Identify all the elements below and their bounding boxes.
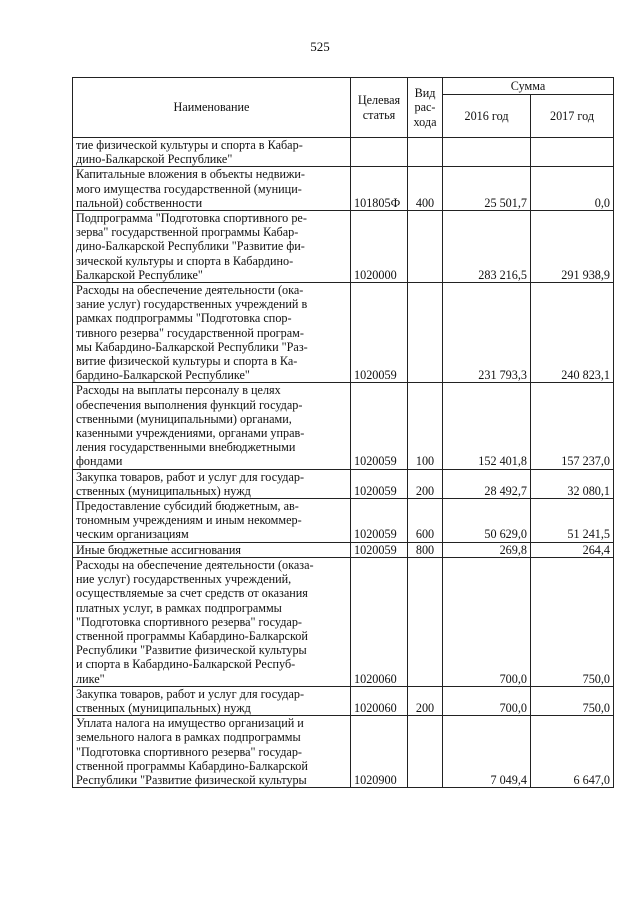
row-name: Расходы на обеспечение деятельности (ока- зание услуг) государственных учреждений в рамках подпрограммы "Подготовка спор- тивного резерва" государственной програм- мы Кабардино-Балкарской Республики "Раз- витие физической культуры и спорта в Ка- бардино-Балкарской Республике" <box>73 283 351 383</box>
row-name: Расходы на выплаты персоналу в целях обеспечения выполнения функций государ- ственными (муниципальными) органами, казенными учреждениями, органами управ- ления государственными внебюджетными фондами <box>73 383 351 469</box>
row-type <box>408 557 443 686</box>
table-row <box>73 138 614 167</box>
row-code: 1020900 <box>351 716 408 788</box>
table-row <box>73 167 614 211</box>
row-code <box>351 138 408 167</box>
header-name: Наименование <box>73 78 351 138</box>
row-code: 1020000 <box>351 211 408 283</box>
row-type: 200 <box>408 469 443 498</box>
table-row <box>73 469 614 498</box>
table-row <box>73 542 614 557</box>
header-year-2016: 2016 год <box>443 95 531 138</box>
row-code: 1020060 <box>351 557 408 686</box>
row-value-2016: 28 492,7 <box>443 469 531 498</box>
row-value-2017: 157 237,0 <box>531 383 614 469</box>
row-name: Закупка товаров, работ и услуг для государ- ственных (муниципальных) нужд <box>73 686 351 715</box>
row-value-2016: 152 401,8 <box>443 383 531 469</box>
row-type <box>408 138 443 167</box>
row-value-2016 <box>443 138 531 167</box>
header-year-2017: 2017 год <box>531 95 614 138</box>
row-code: 101805Ф <box>351 167 408 211</box>
header-type: Вид расхода <box>408 78 443 138</box>
row-type <box>408 283 443 383</box>
row-value-2016: 50 629,0 <box>443 499 531 543</box>
table-row <box>73 716 614 788</box>
row-code: 1020059 <box>351 542 408 557</box>
row-type: 200 <box>408 686 443 715</box>
budget-table <box>72 77 614 788</box>
row-type <box>408 716 443 788</box>
row-value-2017: 264,4 <box>531 542 614 557</box>
row-name: Предоставление субсидий бюджетным, ав- тономным учреждениям и иным некоммер- ческим организациям <box>73 499 351 543</box>
table-row <box>73 283 614 383</box>
row-value-2017: 51 241,5 <box>531 499 614 543</box>
row-value-2016: 700,0 <box>443 686 531 715</box>
table-row <box>73 383 614 469</box>
row-name: Иные бюджетные ассигнования <box>73 542 351 557</box>
row-value-2017: 750,0 <box>531 557 614 686</box>
row-value-2017: 0,0 <box>531 167 614 211</box>
row-name: Подпрограмма "Подготовка спортивного ре- зерва" государственной программы Кабар- дино-Балкарской Республики "Развитие фи- зической культуры и спорта в Кабардино- Балкарской Республике" <box>73 211 351 283</box>
row-code: 1020060 <box>351 686 408 715</box>
row-name: Капитальные вложения в объекты недвижи- мого имущества государственной (муници- пальной) собственности <box>73 167 351 211</box>
row-name: Закупка товаров, работ и услуг для государ- ственных (муниципальных) нужд <box>73 469 351 498</box>
row-code: 1020059 <box>351 469 408 498</box>
row-value-2016: 25 501,7 <box>443 167 531 211</box>
header-code: Целевая статья <box>351 78 408 138</box>
row-value-2016: 7 049,4 <box>443 716 531 788</box>
row-type: 400 <box>408 167 443 211</box>
page-number: 525 <box>310 39 330 54</box>
row-type: 800 <box>408 542 443 557</box>
row-value-2017 <box>531 138 614 167</box>
row-code: 1020059 <box>351 499 408 543</box>
table-row <box>73 557 614 686</box>
row-value-2016: 269,8 <box>443 542 531 557</box>
header-sum: Сумма <box>443 78 614 95</box>
row-value-2017: 240 823,1 <box>531 283 614 383</box>
row-value-2017: 750,0 <box>531 686 614 715</box>
row-value-2017: 32 080,1 <box>531 469 614 498</box>
row-name: Расходы на обеспечение деятельности (оказа- ние услуг) государственных учреждений, осуществляемые за счет средств от оказания платных услуг, в рамках подпрограммы "Подготовка спортивного резерва" государ- ственной программы Кабардино-Балкарской Республики "Развитие физической культуры и спорта в Кабардино-Балкарской Респуб- лике" <box>73 557 351 686</box>
table-row <box>73 686 614 715</box>
row-value-2017: 6 647,0 <box>531 716 614 788</box>
row-type <box>408 211 443 283</box>
row-type: 100 <box>408 383 443 469</box>
row-value-2017: 291 938,9 <box>531 211 614 283</box>
table-row <box>73 499 614 543</box>
row-type: 600 <box>408 499 443 543</box>
table-row <box>73 211 614 283</box>
row-name: Уплата налога на имущество организаций и земельного налога в рамках подпрограммы "Подготовка спортивного резерва" государ- ственной программы Кабардино-Балкарской Республики "Развитие физической культуры <box>73 716 351 788</box>
row-code: 1020059 <box>351 383 408 469</box>
row-value-2016: 283 216,5 <box>443 211 531 283</box>
row-value-2016: 231 793,3 <box>443 283 531 383</box>
row-code: 1020059 <box>351 283 408 383</box>
row-name: тие физической культуры и спорта в Кабар- дино-Балкарской Республике" <box>73 138 351 167</box>
row-value-2016: 700,0 <box>443 557 531 686</box>
